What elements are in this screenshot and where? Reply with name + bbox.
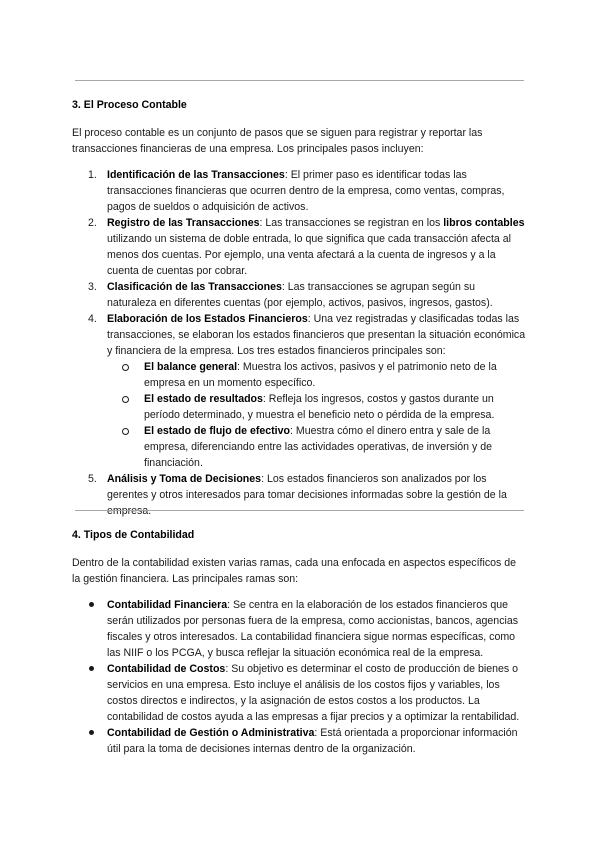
step-title: Identificación de las Transacciones [107,169,285,181]
statement-text: : Muestra los activos, pasivos y el patrimonio neto de la empresa en un momento específico. [144,361,497,389]
statement-title: El estado de flujo de efectivo [144,425,290,437]
hollow-bullet-icon [122,396,129,403]
type-text: : Su objetivo es determinar el costo de producción de bienes o servicios en una empresa. Esto incluye el análisis de los costos fijos y variables, los costos directos e indirectos, y la asignación de estos costos a los productos. La contabilidad de costos ayuda a las empresas a fijar precios y a optimizar la rentabilidad. [107,663,520,723]
list-number: 1. [88,169,97,181]
list-item [144,359,527,391]
step-title: Elaboración de los Estados Financieros [107,313,308,325]
step-title: Clasificación de las Transacciones [107,281,282,293]
hollow-bullet-icon [122,364,129,371]
type-title: Contabilidad de Costos [107,663,226,675]
type-text: : Se centra en la elaboración de los estados financieros que serán utilizados por personas fuera de la empresa, como accionistas, bancos, agencias fiscales y otros interesados. La contabilidad financiera sigue normas específicas, como las NIIF o los PCGA, y busca reflejar la situación económica real de la empresa. [107,599,519,659]
statement-text: : Refleja los ingresos, costos y gastos durante un período determinado, y muestra el beneficio neto o pérdida de la empresa. [144,393,495,421]
step-text: : Los estados financieros son analizados por los gerentes y otros interesados para tomar decisiones informadas sobre la gestión de la empresa. [107,473,507,517]
type-text: : Está orientada a proporcionar información útil para la toma de decisiones internas dentro de la organización. [107,727,518,755]
list-item [88,279,527,311]
step-emphasis: libros contables [443,217,525,229]
bullet-icon [89,602,94,607]
step-text: : Las transacciones se agrupan según su naturaleza en diferentes cuentas (por ejemplo, activos, pasivos, ingresos, gastos). [107,281,493,309]
financial-statements-list [107,359,527,471]
section-4-intro: Dentro de la contabilidad existen varias ramas, cada una enfocada en aspectos específicos de la gestión financiera. Las principales ramas son: [72,557,517,585]
section-divider-middle [75,510,524,511]
list-number: 5. [88,473,97,485]
list-number: 2. [88,217,97,229]
section-4-heading: 4. Tipos de Contabilidad [72,529,195,541]
hollow-bullet-icon [122,428,129,435]
list-item [144,391,527,423]
step-title: Registro de las Transacciones [107,217,260,229]
section-3-intro: El proceso contable es un conjunto de pasos que se siguen para registrar y reportar las transacciones financieras de una empresa. Los principales pasos incluyen: [72,127,483,155]
statement-text: : Muestra cómo el dinero entra y sale de la empresa, diferenciando entre las actividades operativas, de inversión y de financiación. [144,425,493,469]
process-steps-list [72,167,527,519]
list-item [107,597,527,661]
list-number: 3. [88,281,97,293]
step-text: utilizando un sistema de doble entrada, lo que significa que cada transacción afecta al menos dos cuentas. Por ejemplo, una venta afectará a la cuenta de ingresos y a la cuenta de cuentas por cobrar. [107,233,512,277]
section-divider-top [75,80,524,81]
accounting-types-list [72,597,527,757]
step-text: : Las transacciones se registran en los [259,217,444,229]
list-item [88,167,527,215]
step-text: : Una vez registradas y clasificadas todas las transacciones, se elaboran los estados financieros que presentan la situación económica y financiera de la empresa. Los tres estados financieros principales son: [107,313,526,357]
bullet-icon [89,666,94,671]
list-number: 4. [88,313,97,325]
list-item [88,311,527,471]
list-item [107,725,527,757]
type-title: Contabilidad de Gestión o Administrativa [107,727,315,739]
step-title: Análisis y Toma de Decisiones [107,473,262,485]
statement-title: El estado de resultados [144,393,263,405]
list-item [107,661,527,725]
list-item [88,215,527,279]
section-3-heading: 3. El Proceso Contable [72,99,187,111]
list-item [88,471,527,519]
step-text: : El primer paso es identificar todas las transacciones financieras que ocurren dentro de la empresa, como ventas, compras, pagos de sueldos o adquisición de activos. [107,169,505,213]
bullet-icon [89,730,94,735]
statement-title: El balance general [144,361,238,373]
type-title: Contabilidad Financiera [107,599,228,611]
list-item [144,423,527,471]
